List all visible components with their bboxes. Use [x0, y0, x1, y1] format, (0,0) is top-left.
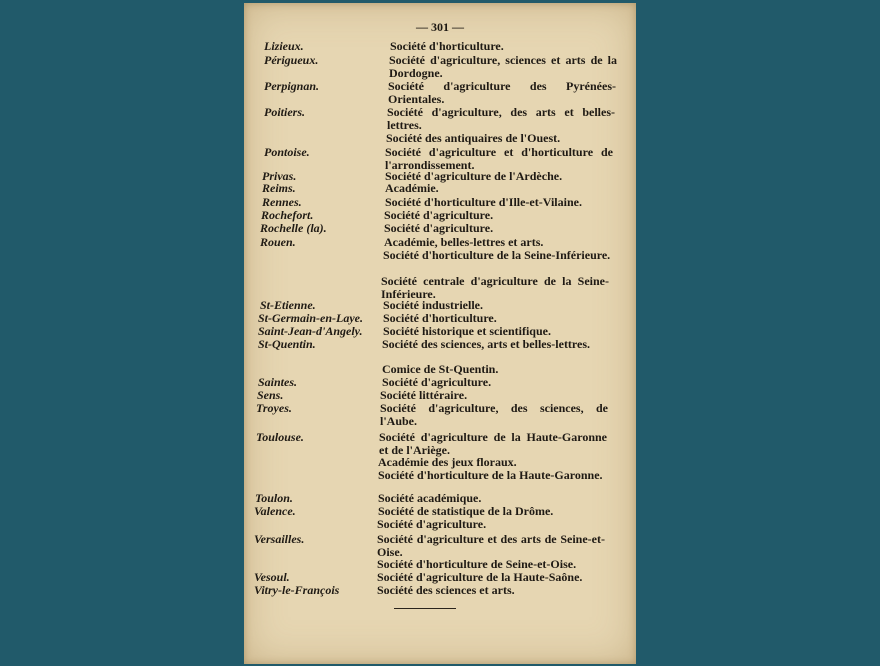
society-name: Société d'horticulture.	[390, 39, 504, 53]
society-name: Académie, belles-lettres et arts.	[384, 235, 544, 249]
city-name: Perpignan.	[264, 79, 320, 93]
society-name: Académie.	[385, 181, 439, 195]
society-name: Société centrale d'agriculture de la Seine-Inférieure.	[381, 274, 609, 301]
society-name: Société de statistique de la Drôme.	[378, 504, 554, 518]
society-name: Société d'agriculture.	[377, 517, 487, 531]
city-name: Toulouse.	[256, 430, 304, 444]
society-name: Société d'agriculture de la Haute-Saône.	[377, 570, 583, 584]
society-name: Société industrielle.	[383, 298, 483, 312]
city-name: St-Etienne.	[260, 298, 316, 312]
city-name: Rennes.	[262, 195, 302, 209]
society-name: Société d'horticulture de la Seine-Inférieure.	[383, 248, 611, 262]
city-name: Toulon.	[255, 491, 293, 505]
city-name: Saint-Jean-d'Angely.	[258, 324, 363, 338]
city-name: Rochelle (la).	[260, 221, 327, 235]
end-rule	[394, 608, 456, 609]
city-name: Privas.	[262, 169, 297, 183]
city-name: Troyes.	[256, 401, 292, 415]
city-name: Lizieux.	[264, 39, 304, 53]
society-name: Société d'agriculture et d'horticulture de l'arrondissement.	[385, 145, 613, 172]
society-name: Société littéraire.	[380, 388, 468, 402]
society-name: Société d'horticulture d'Ille-et-Vilaine.	[385, 195, 582, 209]
society-name: Société des sciences et arts.	[377, 583, 515, 597]
city-name: Saintes.	[258, 375, 298, 389]
city-name: Versailles.	[254, 532, 305, 546]
city-name: Rochefort.	[261, 208, 314, 222]
city-name: Poitiers.	[264, 105, 305, 119]
society-name: Société académique.	[378, 491, 482, 505]
society-name: Société des sciences, arts et belles-lettres.	[382, 337, 591, 351]
society-name: Société historique et scientifique.	[383, 324, 551, 338]
society-list	[244, 3, 636, 664]
society-name: Société d'agriculture, des arts et belles-lettres.	[387, 105, 615, 132]
society-name: Académie des jeux floraux.	[378, 455, 517, 469]
society-name: Société d'agriculture.	[384, 221, 494, 235]
society-name: Société d'agriculture de la Haute-Garonne et de l'Ariège.	[379, 430, 607, 457]
society-name: Société d'horticulture de la Haute-Garonne.	[378, 468, 603, 482]
city-name: Sens.	[257, 388, 284, 402]
city-name: Reims.	[262, 181, 296, 195]
city-name: Périgueux.	[264, 53, 319, 67]
page-number: — 301 —	[416, 20, 464, 34]
city-name: St-Germain-en-Laye.	[258, 311, 363, 325]
city-name: Vesoul.	[254, 570, 290, 584]
city-name: Pontoise.	[264, 145, 310, 159]
society-name: Société d'agriculture.	[382, 375, 492, 389]
book-page	[244, 3, 636, 664]
city-name: Vitry-le-François	[254, 583, 340, 597]
society-name: Société d'horticulture.	[383, 311, 497, 325]
society-name: Société d'agriculture, des sciences, de l'Aube.	[380, 401, 608, 428]
society-name: Société d'agriculture.	[384, 208, 494, 222]
society-name: Société d'agriculture des Pyrénées-Orientales.	[388, 79, 616, 106]
society-name: Comice de St-Quentin.	[382, 362, 499, 376]
society-name: Société d'agriculture, sciences et arts de la Dordogne.	[389, 53, 617, 80]
society-name: Société d'horticulture de Seine-et-Oise.	[377, 557, 577, 571]
society-name: Société des antiquaires de l'Ouest.	[386, 131, 561, 145]
city-name: Valence.	[254, 504, 296, 518]
city-name: Rouen.	[260, 235, 296, 249]
city-name: St-Quentin.	[258, 337, 316, 351]
society-name: Société d'agriculture et des arts de Seine-et-Oise.	[377, 532, 605, 559]
society-name: Société d'agriculture de l'Ardèche.	[385, 169, 563, 183]
